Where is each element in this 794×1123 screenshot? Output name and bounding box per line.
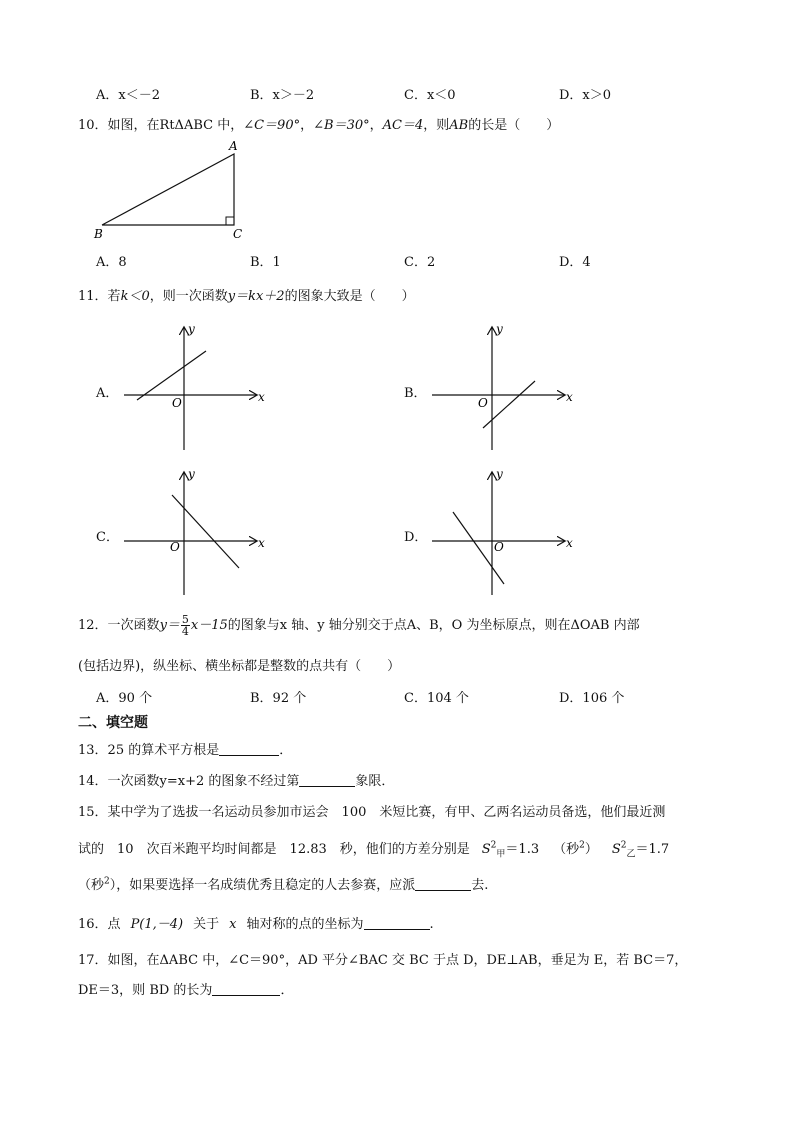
q15-number: 15． [78, 805, 108, 820]
unit-open: （秒 [553, 842, 580, 857]
q12-number: 12． [78, 618, 108, 633]
variance-sub-yi: 乙 [626, 849, 636, 860]
variance-sup-jia: 2 [490, 840, 497, 851]
q10-option-b: B．1 [250, 255, 281, 270]
q10-stem [78, 114, 559, 133]
q10-ab: AB [449, 118, 469, 133]
q16-number: 16． [78, 917, 108, 932]
q10-angle-c: ∠C＝90° [243, 118, 301, 133]
q14-number: 14． [78, 774, 108, 789]
q10-triangle-figure [88, 138, 248, 244]
q16-stem [78, 913, 434, 932]
q17-line-1 [78, 949, 687, 968]
q16-axis: x [229, 917, 237, 932]
q9-option-b: B．x＞－2 [250, 88, 315, 103]
y-axis-label: y [496, 322, 503, 336]
q11-graph-a [120, 320, 270, 455]
q16-text-2: 关于 [193, 917, 220, 932]
q16-text-1: 点 [107, 917, 121, 932]
q10-angle-b: ∠B＝30° [313, 118, 370, 133]
q11-graph-d [428, 465, 578, 600]
q13-stem [78, 739, 292, 758]
vertex-label-b: B [94, 227, 103, 241]
q15-line-1 [78, 801, 665, 820]
x-axis-label: x [566, 536, 573, 550]
q17-text-2a: DE＝3，则 BD 的长为 [78, 983, 213, 998]
variance-value-yi: ＝1.7 [635, 842, 670, 857]
y-axis-label: y [188, 467, 195, 481]
q15-line-2 [78, 838, 669, 860]
q12-stem [78, 614, 640, 637]
q12-option-b: B．92 个 [250, 691, 307, 706]
q16-text-4: . [429, 917, 434, 932]
q15-answer-blank[interactable] [415, 878, 471, 891]
q16-text-3: 轴对称的点的坐标为 [246, 917, 364, 932]
variance-value-jia: ＝1.3 [505, 842, 540, 857]
origin-label: O [170, 540, 180, 554]
q15-text-1: 某中学为了选拔一名运动员参加市运会 100 米短比赛，有甲、乙两名运动员备选，他们最近测 [107, 805, 666, 820]
q12-func-y: y＝ [159, 618, 180, 633]
q11-option-a-label: A． [96, 386, 119, 401]
q15-text-2: 试的 10 次百米跑平均时间都是 12.83 秒，他们的方差分别是 [78, 842, 470, 857]
q9-option-d: D．x＞0 [559, 88, 612, 103]
unit-sup: 2 [579, 840, 585, 851]
q13-answer-blank[interactable] [219, 743, 279, 756]
triangle-abc [102, 154, 234, 225]
fraction-numerator: 5 [181, 613, 189, 626]
q12-fraction [181, 614, 190, 637]
q9-option-c: C．x＜0 [404, 88, 456, 103]
section-heading-fill-in: 二、填空题 [78, 715, 148, 731]
q17-text-1: 如图，在ΔABC 中，∠C＝90°，AD 平分∠BAC 交 BC 于点 D，DE⊥AB，垂足为 E，若 BC＝7， [107, 953, 688, 968]
q12-line-2: (包括边界)，纵坐标、横坐标都是整数的点共有（ ） [78, 659, 401, 674]
q11-condition: k＜0 [120, 289, 150, 304]
fraction-denominator: 4 [181, 625, 189, 638]
q14-answer-blank[interactable] [299, 774, 355, 787]
q10-text-1: 如图，在RtΔABC 中， [107, 118, 244, 133]
q10-text-4: ，则 [423, 118, 450, 133]
origin-label: O [494, 540, 504, 554]
q17-answer-blank[interactable] [212, 983, 280, 996]
q14-stem [78, 770, 394, 789]
q14-text-1: 一次函数y=x+2 的图象不经过第 [107, 774, 300, 789]
variance-sub-jia: 甲 [496, 849, 506, 860]
q15-text-3b: ），如果要选择一名成绩优秀且稳定的人去参赛，应派 [109, 878, 416, 893]
right-angle-mark [226, 217, 234, 225]
unit-close: ） [584, 842, 598, 857]
y-axis-label: y [188, 322, 195, 336]
function-line [137, 351, 206, 400]
q15-text-3a: （秒 [78, 878, 105, 893]
q13-text-1: 25 的算术平方根是 [107, 743, 220, 758]
q13-number: 13． [78, 743, 108, 758]
q11-text-3: 的图象大致是（ ） [284, 289, 415, 304]
q13-text-2: ． [279, 743, 293, 758]
q11-option-c-label: C． [96, 530, 119, 545]
q11-option-b-label: B． [404, 386, 427, 401]
q10-text-3: ， [369, 118, 383, 133]
variance-symbol-yi: S [611, 842, 621, 857]
q10-ac: AC＝4 [382, 118, 424, 133]
q17-text-2b: ． [280, 983, 294, 998]
variance-sup-yi: 2 [620, 840, 627, 851]
q14-text-2: 象限． [355, 774, 395, 789]
q10-option-c: C．2 [404, 255, 436, 270]
q10-text-5: 的长是（ ） [468, 118, 560, 133]
origin-label: O [172, 396, 182, 410]
x-axis-label: x [258, 536, 265, 550]
x-axis-label: x [258, 390, 265, 404]
q11-graph-b [428, 320, 578, 455]
vertex-label-c: C [233, 227, 243, 241]
origin-label: O [478, 396, 488, 410]
variance-symbol-jia: S [481, 842, 491, 857]
q12-text-2: 的图象与x 轴、y 轴分别交于点A、B，O 为坐标原点，则在ΔOAB 内部 [227, 618, 640, 633]
q16-point: P(1,－4) [130, 917, 184, 932]
vertex-label-a: A [229, 139, 238, 153]
q11-option-d-label: D． [404, 530, 428, 545]
q10-text-2: ， [300, 118, 314, 133]
q17-line-2 [78, 979, 293, 998]
q11-text-1: 若 [107, 289, 121, 304]
q15-unit-sup-2: 2 [104, 876, 110, 887]
q12-text-1: 一次函数 [107, 618, 160, 633]
q16-answer-blank[interactable] [364, 917, 430, 930]
q15-line-3 [78, 874, 488, 893]
q10-option-d: D．4 [559, 255, 591, 270]
q15-text-3c: 去. [471, 878, 489, 893]
q11-graph-c [120, 465, 270, 600]
q11-stem [78, 285, 415, 304]
function-line [172, 495, 239, 568]
q11-number: 11． [78, 289, 108, 304]
q10-option-a: A．8 [96, 255, 127, 270]
q10-number: 10． [78, 118, 108, 133]
q17-number: 17． [78, 953, 108, 968]
x-axis-label: x [566, 390, 573, 404]
function-line [483, 381, 535, 428]
q12-option-c: C．104 个 [404, 691, 469, 706]
q12-func-rest: x－15 [190, 618, 228, 633]
q11-function: y＝kx＋2 [227, 289, 285, 304]
q12-option-a: A．90 个 [96, 691, 153, 706]
q12-option-d: D．106 个 [559, 691, 625, 706]
y-axis-label: y [496, 467, 503, 481]
q9-option-a: A．x＜－2 [96, 88, 160, 103]
q11-text-2: ，则一次函数 [149, 289, 228, 304]
